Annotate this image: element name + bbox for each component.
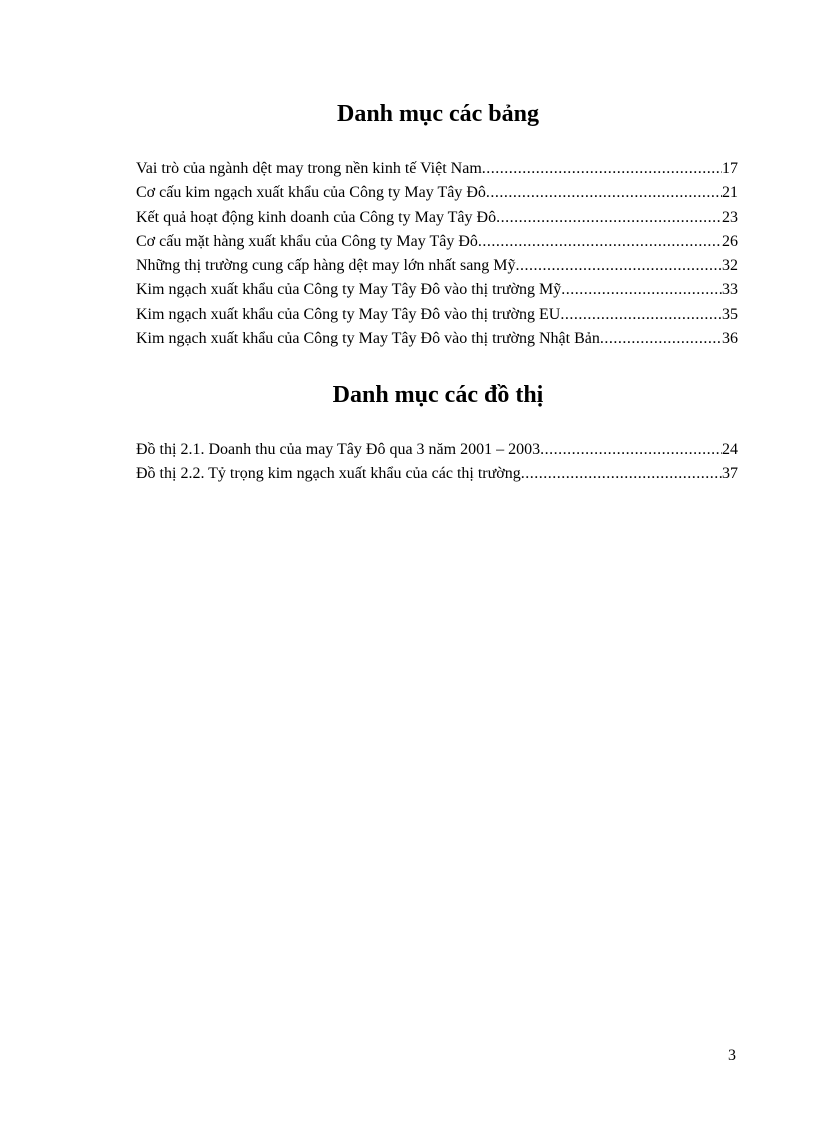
dot-leader bbox=[478, 230, 722, 254]
toc-entry-title: Kết quả hoạt động kinh doanh của Công ty May Tây Đô bbox=[136, 208, 497, 226]
toc-entry-title: Cơ cấu kim ngạch xuất khẩu của Công ty May Tây Đô bbox=[136, 184, 486, 202]
toc-entry-title: Đồ thị 2.1. Doanh thu của may Tây Đô qua 3 năm 2001 – 2003 bbox=[136, 441, 541, 458]
toc-entry-page: 21 bbox=[722, 184, 738, 202]
toc-entry[interactable] bbox=[136, 327, 738, 351]
toc-entry-title: Những thị trường cung cấp hàng dệt may lớn nhất sang Mỹ bbox=[136, 257, 516, 275]
dot-leader bbox=[496, 206, 722, 230]
charts-list-heading: Danh mục các đồ thị bbox=[332, 382, 544, 408]
toc-entry[interactable] bbox=[136, 438, 738, 462]
toc-entry[interactable] bbox=[136, 206, 738, 230]
dot-leader bbox=[482, 157, 722, 181]
toc-entry[interactable] bbox=[136, 278, 738, 302]
dot-leader bbox=[486, 181, 722, 205]
dot-leader bbox=[540, 438, 722, 462]
toc-entry-title: Vai trò của ngành dệt may trong nền kinh tế Việt Nam bbox=[136, 160, 482, 177]
dot-leader bbox=[521, 462, 722, 486]
toc-entry-title: Kim ngạch xuất khẩu của Công ty May Tây Đô vào thị trường Mỹ bbox=[136, 281, 562, 299]
toc-entry-page: 37 bbox=[722, 465, 738, 483]
toc-entry[interactable] bbox=[136, 230, 738, 254]
toc-entry[interactable] bbox=[136, 181, 738, 205]
toc-entry-page: 36 bbox=[722, 330, 738, 348]
toc-entry-page: 32 bbox=[722, 257, 738, 275]
toc-entry[interactable] bbox=[136, 303, 738, 327]
toc-entry[interactable] bbox=[136, 254, 738, 278]
toc-entry[interactable] bbox=[136, 462, 738, 486]
toc-entry-page: 24 bbox=[722, 441, 738, 458]
toc-entry-page: 17 bbox=[722, 160, 738, 177]
dot-leader bbox=[600, 327, 722, 351]
toc-entry-title: Kim ngạch xuất khẩu của Công ty May Tây Đô vào thị trường Nhật Bản bbox=[136, 330, 600, 348]
toc-entry-page: 35 bbox=[722, 305, 738, 323]
tables-list bbox=[136, 157, 738, 351]
dot-leader bbox=[516, 254, 722, 278]
toc-entry-title: Kim ngạch xuất khẩu của Công ty May Tây Đô vào thị trường EU bbox=[136, 305, 561, 323]
dot-leader bbox=[560, 303, 722, 327]
toc-entry-page: 26 bbox=[722, 232, 738, 250]
tables-list-heading: Danh mục các bảng bbox=[336, 101, 540, 127]
toc-entry-title: Cơ cấu mặt hàng xuất khẩu của Công ty May Tây Đô bbox=[136, 232, 478, 250]
toc-entry-page: 33 bbox=[722, 281, 738, 299]
toc-entry-page: 23 bbox=[722, 208, 738, 226]
page-number: 3 bbox=[728, 1047, 736, 1064]
toc-entry-title: Đồ thị 2.2. Tỷ trọng kim ngạch xuất khẩu của các thị trường bbox=[136, 465, 521, 483]
dot-leader bbox=[561, 278, 722, 302]
charts-list bbox=[136, 438, 738, 487]
toc-entry[interactable] bbox=[136, 157, 738, 181]
